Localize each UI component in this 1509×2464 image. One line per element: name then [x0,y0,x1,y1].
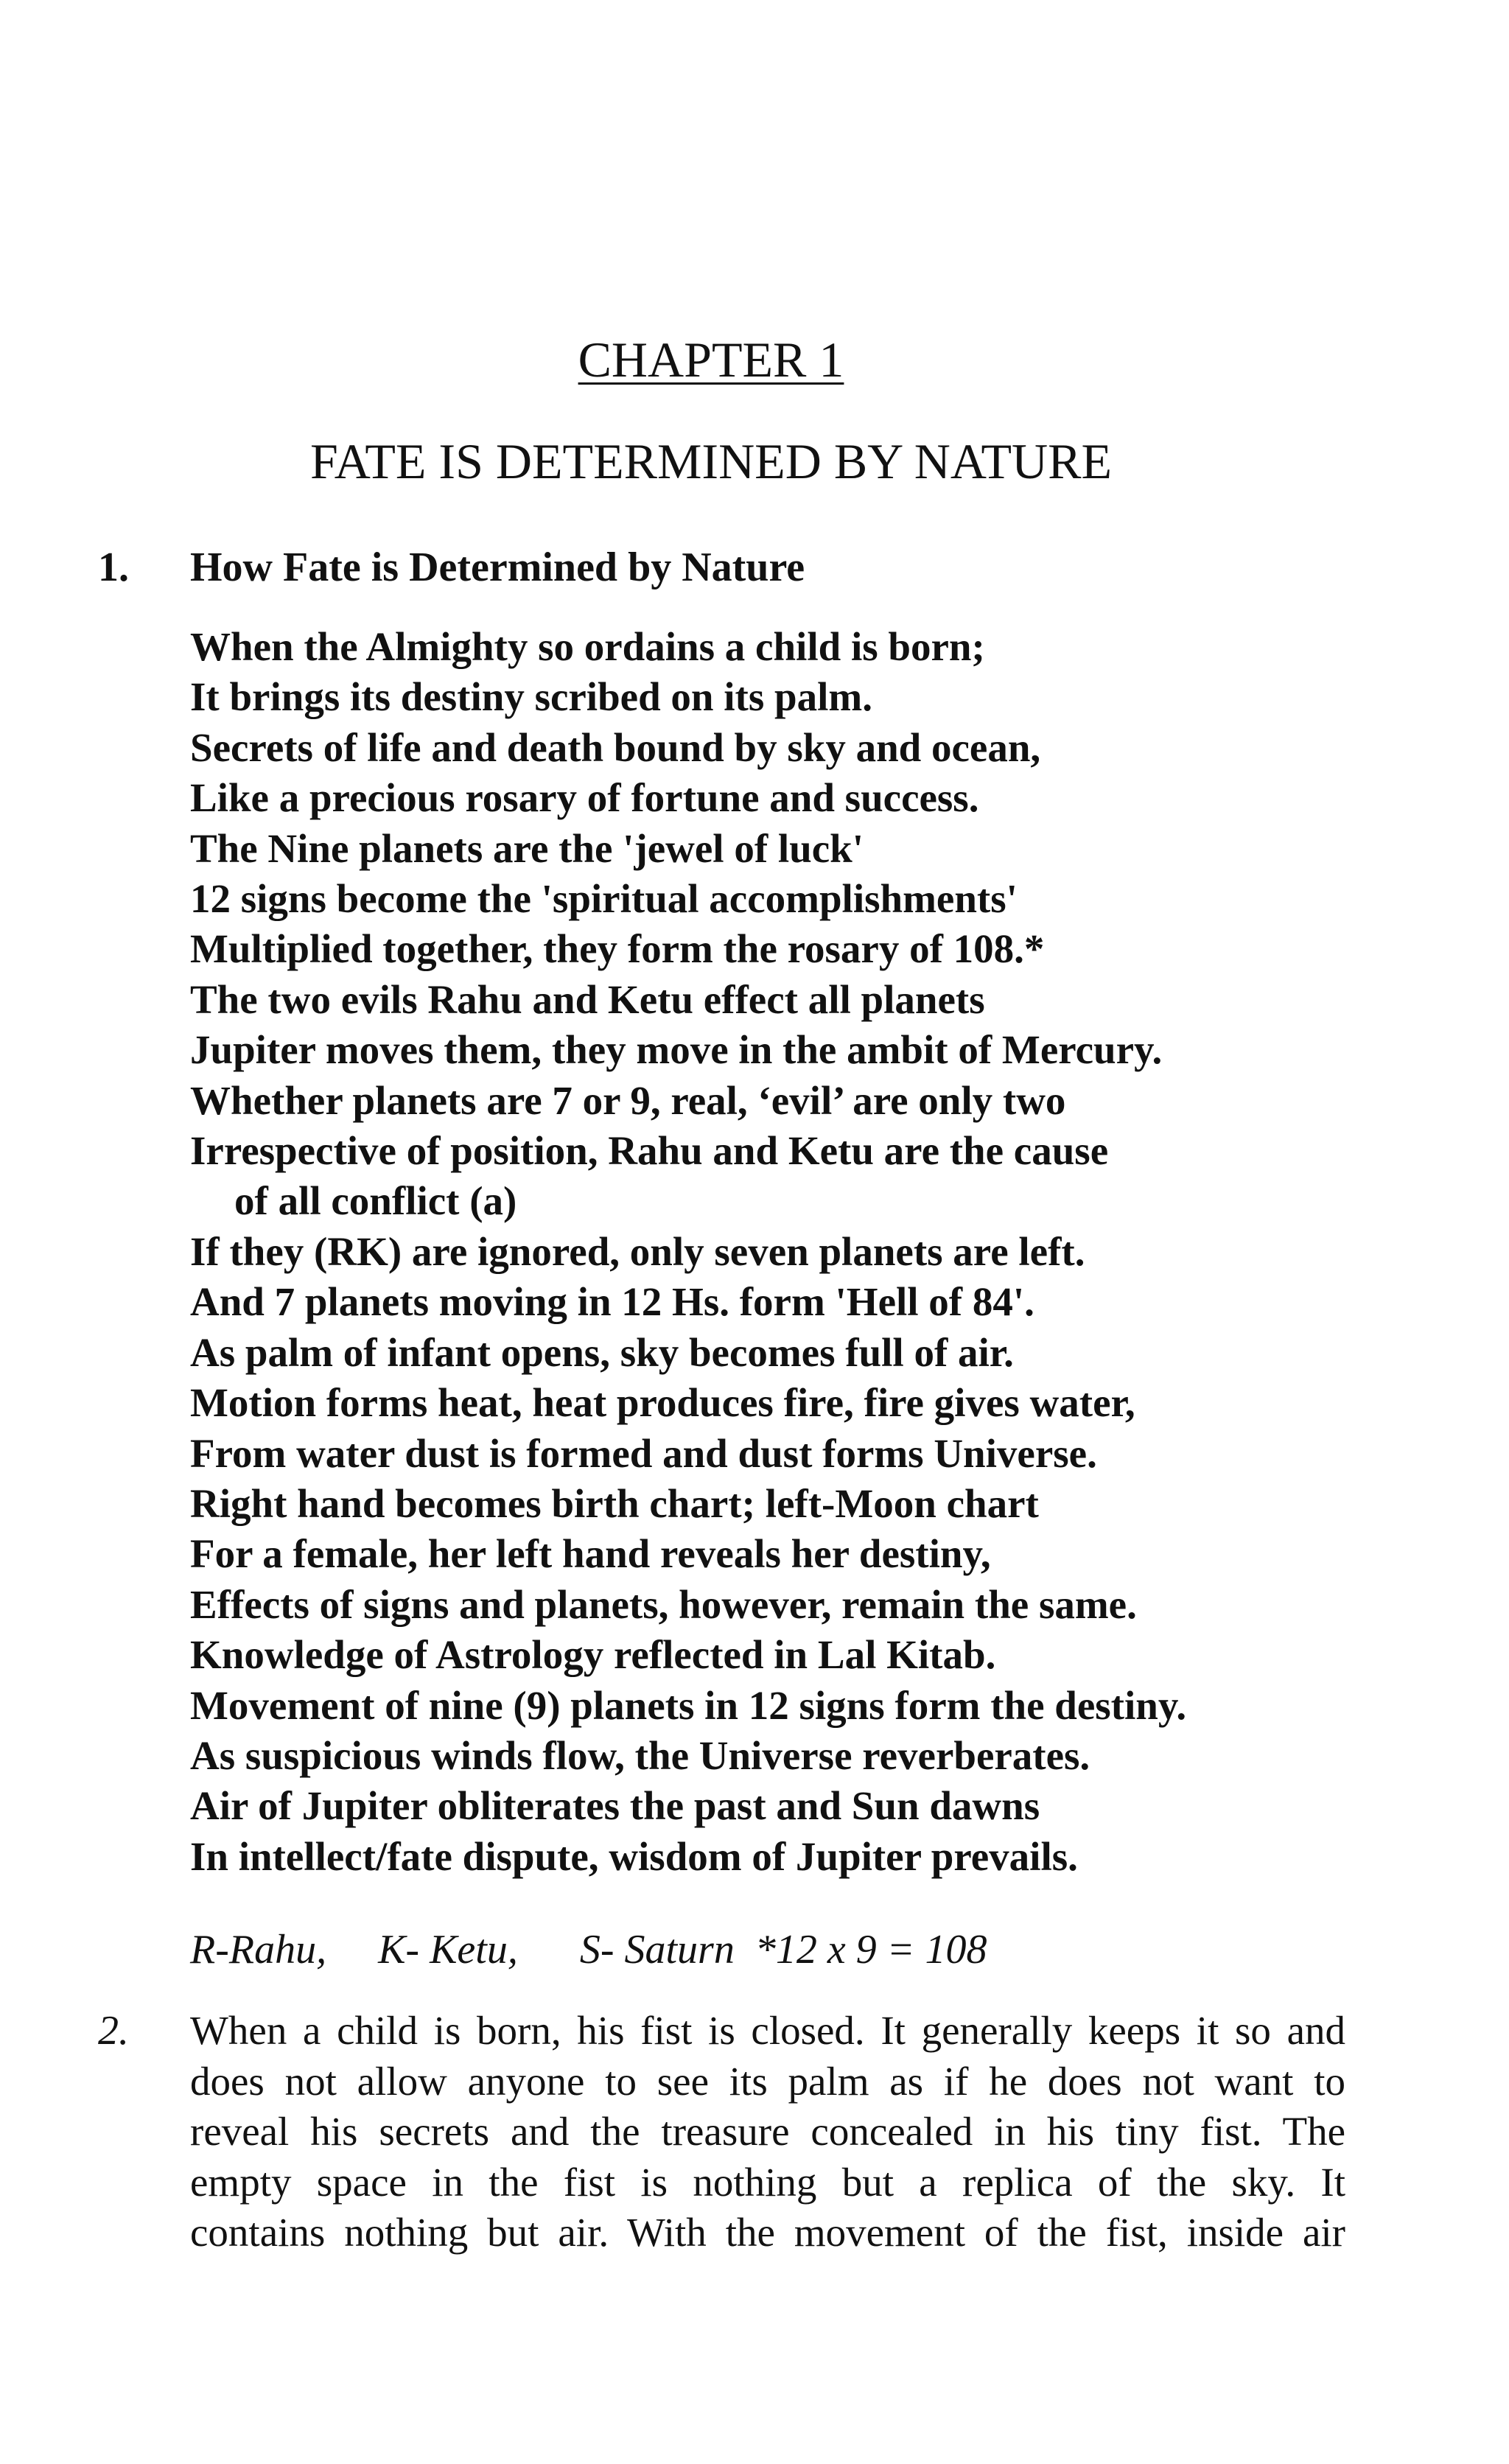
poem-line: Jupiter moves them, they move in the ambit of Mercury. [190,1027,1163,1073]
section-1-heading: How Fate is Determined by Nature [190,545,805,590]
poem-line: Whether planets are 7 or 9, real, ‘evil’ are only two [190,1077,1066,1123]
poem-line: Motion forms heat, heat produces fire, fire gives water, [190,1380,1135,1426]
poem-line: Like a precious rosary of fortune and success. [190,775,979,821]
chapter-label: CHAPTER 1 [578,332,844,388]
poem-line: 12 signs become the 'spiritual accomplishments' [190,876,1018,922]
poem [190,622,1186,1882]
poem-line: It brings its destiny scribed on its palm. [190,674,872,720]
poem-line: Air of Jupiter obliterates the past and Sun dawns [190,1783,1040,1829]
section-1-number: 1. [98,545,129,590]
paragraph-line: does not allow anyone to see its palm as if he does not want to [190,2058,1345,2104]
poem-line: of all conflict (a) [234,1178,517,1224]
poem-line: The two evils Rahu and Ketu effect all planets [190,976,985,1022]
poem-line: From water dust is formed and dust forms Universe. [190,1430,1097,1476]
poem-line: When the Almighty so ordains a child is born; [190,624,985,669]
poem-line: Secrets of life and death bound by sky and ocean, [190,724,1041,770]
poem-line: Movement of nine (9) planets in 12 signs form the destiny. [190,1682,1187,1728]
poem-line: Right hand becomes birth chart; left-Moon chart [190,1480,1039,1526]
poem-line: Irrespective of position, Rahu and Ketu are the cause [190,1128,1109,1174]
poem-line: In intellect/fate dispute, wisdom of Jupiter prevails. [190,1833,1078,1879]
poem-line: Knowledge of Astrology reflected in Lal Kitab. [190,1632,996,1678]
poem-line: The Nine planets are the 'jewel of luck' [190,825,864,871]
poem-line: As palm of infant opens, sky becomes full of air. [190,1329,1014,1375]
poem-line: Multiplied together, they form the rosary of 108.* [190,926,1045,972]
paragraph-line: When a child is born, his fist is closed. It generally keeps it so and [190,2008,1345,2053]
paragraph-line: empty space in the fist is nothing but a replica of the sky. It [190,2159,1345,2205]
section-2-paragraph [190,2006,1345,2258]
poem-line: If they (RK) are ignored, only seven planets are left. [190,1228,1085,1274]
paragraph-line: reveal his secrets and the treasure concealed in his tiny fist. The [190,2109,1345,2154]
section-2-number: 2. [98,2008,129,2054]
footnote: R-Rahu, K- Ketu, S- Saturn *12 x 9 = 108 [190,1927,987,1973]
chapter-title: FATE IS DETERMINED BY NATURE [310,433,1112,489]
poem-line: For a female, her left hand reveals her destiny, [190,1531,991,1577]
poem-line: Effects of signs and planets, however, remain the same. [190,1581,1137,1627]
paragraph-line: contains nothing but air. With the movement of the fist, inside air [190,2210,1345,2255]
poem-line: As suspicious winds flow, the Universe reverberates. [190,1732,1090,1778]
poem-line: And 7 planets moving in 12 Hs. form 'Hell of 84'. [190,1279,1034,1325]
